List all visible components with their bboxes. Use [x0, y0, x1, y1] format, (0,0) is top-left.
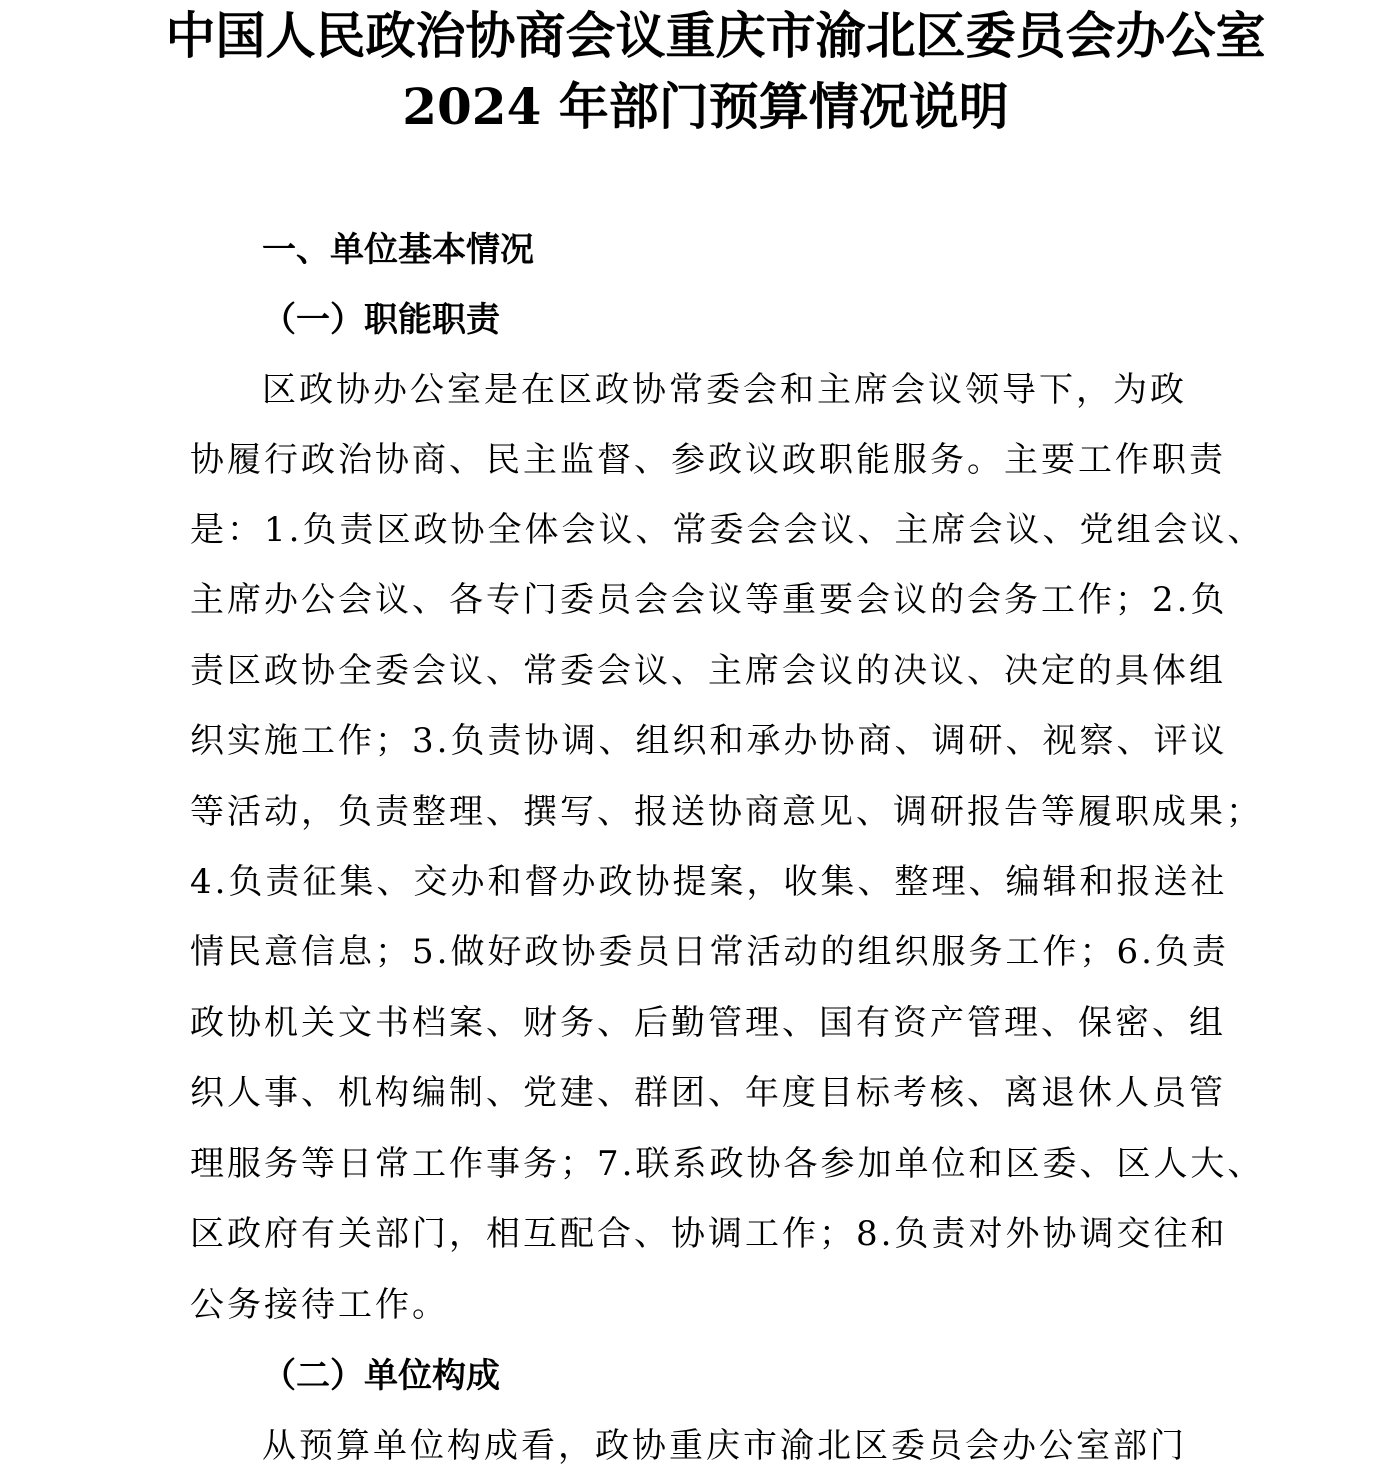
paragraph-line: 政协机关文书档案、财务、后勤管理、国有资产管理、保密、组 — [190, 1003, 1226, 1043]
paragraph-line: 理服务等日常工作事务；7.联系政协各参加单位和区委、区人大、 — [190, 1144, 1265, 1184]
paragraph-line: 织人事、机构编制、党建、群团、年度目标考核、离退休人员管 — [190, 1073, 1226, 1113]
paragraph-line: 织实施工作；3.负责协调、组织和承办协商、调研、视察、评议 — [190, 721, 1228, 761]
paragraph-line: 从预算单位构成看，政协重庆市渝北区委员会办公室部门 — [262, 1426, 1187, 1466]
document-title-line-1: 中国人民政治协商会议重庆市渝北区委员会办公室 — [165, 6, 1266, 65]
paragraph-line: 区政协办公室是在区政协常委会和主席会议领导下，为政 — [262, 370, 1187, 410]
subsection-heading-unit-composition: （二）单位构成 — [262, 1356, 500, 1396]
paragraph-line: 4.负责征集、交办和督办政协提案，收集、整理、编辑和报送社 — [190, 862, 1228, 902]
document-title-line-2: 2024 年部门预算情况说明 — [402, 77, 1009, 136]
paragraph-line: 公务接待工作。 — [190, 1285, 449, 1325]
section-heading-basic-info: 一、单位基本情况 — [262, 230, 534, 270]
subsection-heading-functions: （一）职能职责 — [262, 300, 500, 340]
paragraph-line: 情民意信息；5.做好政协委员日常活动的组织服务工作；6.负责 — [190, 932, 1229, 972]
paragraph-line: 责区政协全委会议、常委会议、主席会议的决议、决定的具体组 — [190, 651, 1226, 691]
paragraph-line: 协履行政治协商、民主监督、参政议政职能服务。主要工作职责 — [190, 440, 1226, 480]
paragraph-line: 等活动，负责整理、撰写、报送协商意见、调研报告等履职成果； — [190, 792, 1263, 832]
paragraph-line: 是：1.负责区政协全体会议、常委会会议、主席会议、党组会议、 — [190, 510, 1265, 550]
paragraph-line: 区政府有关部门，相互配合、协调工作；8.负责对外协调交往和 — [190, 1214, 1228, 1254]
paragraph-line: 主席办公会议、各专门委员会会议等重要会议的会务工作；2.负 — [190, 580, 1228, 620]
